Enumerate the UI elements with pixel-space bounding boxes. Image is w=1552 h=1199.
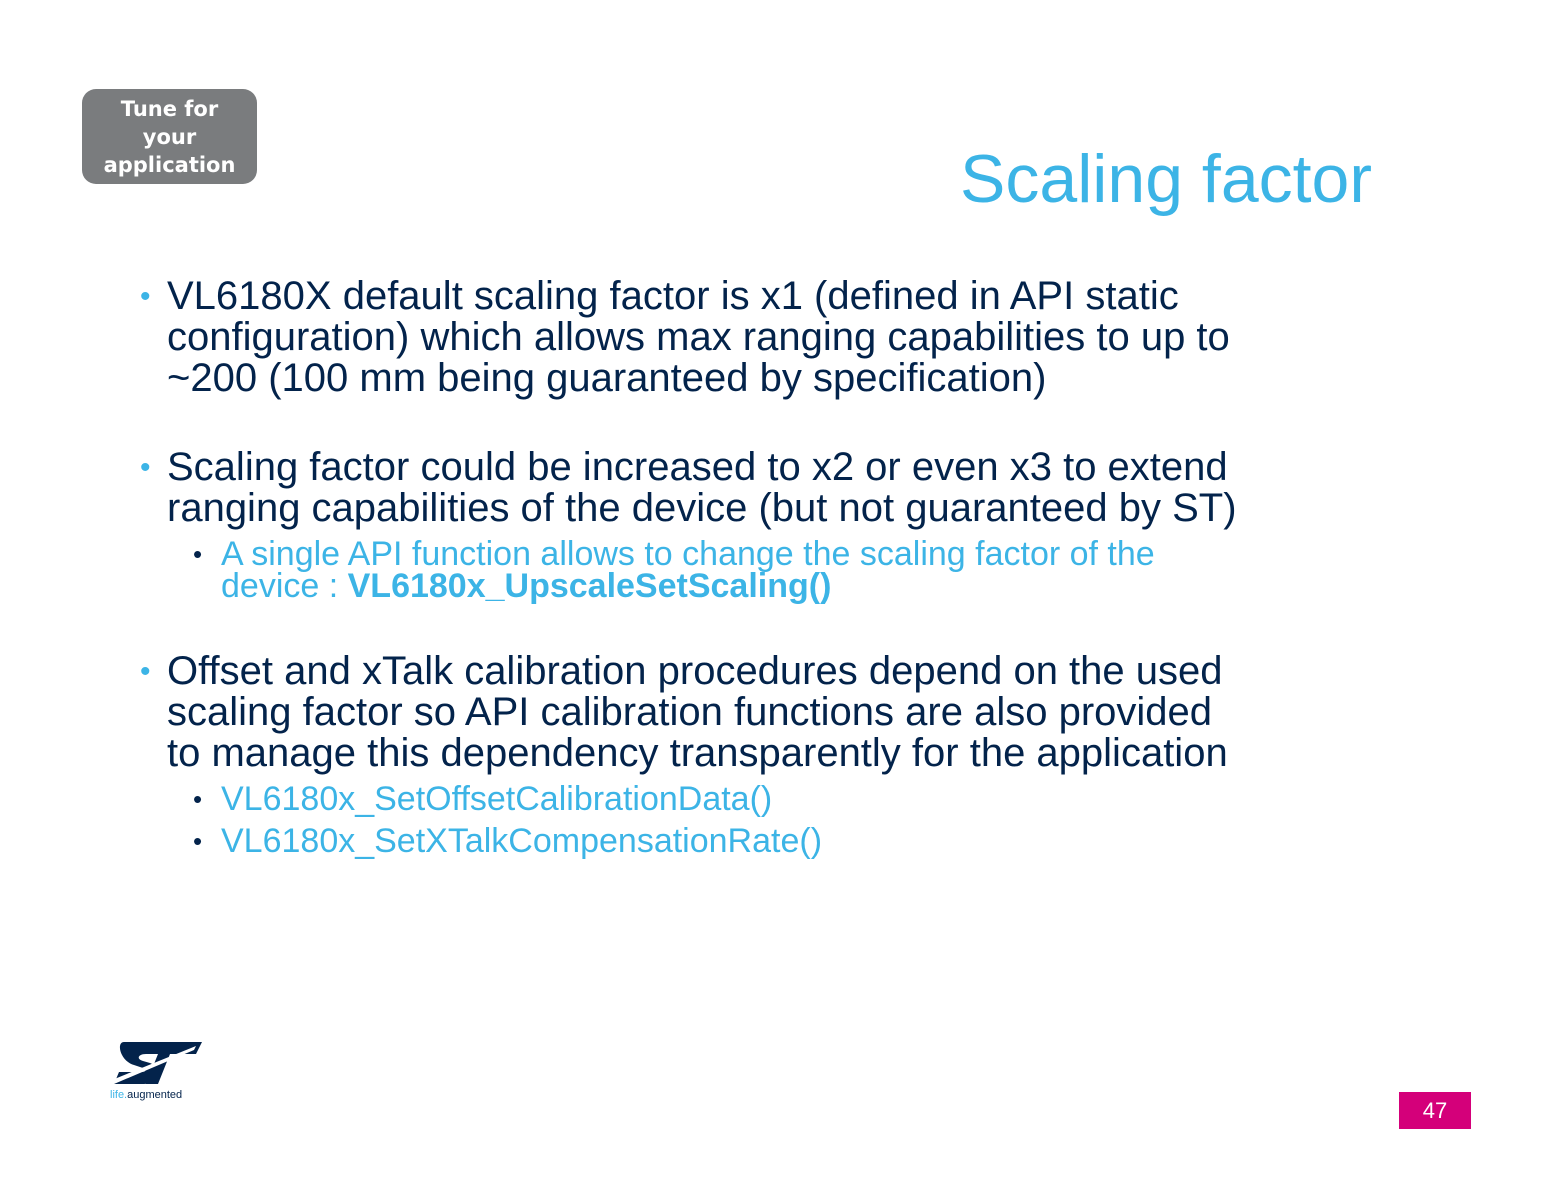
bullet-line: ~200 (100 mm being guaranteed by specification) <box>167 356 1047 400</box>
bullet-line: Offset and xTalk calibration procedures depend on the used <box>167 649 1223 693</box>
bullet-dot-icon: • <box>140 655 151 688</box>
bullet-text <box>167 651 1228 774</box>
sub-bullet-text <box>221 535 1155 605</box>
sub-bullet-dot-icon: • <box>193 784 203 814</box>
logo-tagline-b: augmented <box>127 1089 183 1101</box>
bullet-dot-icon: • <box>140 280 151 313</box>
sub-bullet-dot-icon: • <box>193 539 203 569</box>
bullet-dot-icon: • <box>140 451 151 484</box>
bullet-text <box>167 276 1230 399</box>
sub-bullet-line: A single API function allows to change the scaling factor of the <box>221 535 1155 573</box>
page-number: 47 <box>1399 1092 1471 1129</box>
bullet-line: to manage this dependency transparently for the application <box>167 731 1228 775</box>
function-name: VL6180x_SetOffsetCalibrationData() <box>221 780 773 818</box>
function-name: VL6180x_SetXTalkCompensationRate() <box>221 822 823 860</box>
section-tag-line: your <box>142 124 197 149</box>
bullet-line: scaling factor so API calibration functions are also provided <box>167 690 1213 734</box>
logo-tagline <box>110 1089 182 1101</box>
bullet-text <box>167 447 1237 529</box>
slide-title: Scaling factor <box>960 141 1372 217</box>
sub-bullet-text <box>221 822 823 860</box>
sub-bullet-text <box>221 780 773 818</box>
section-tag-line: Tune for <box>120 96 219 121</box>
sub-bullet-dot-icon: • <box>193 826 203 856</box>
logo-tagline-a: life. <box>110 1089 128 1101</box>
bullet-line: configuration) which allows max ranging capabilities to up to <box>167 315 1230 359</box>
bullet-line: ranging capabilities of the device (but not guaranteed by ST) <box>167 486 1237 530</box>
bullet-line: VL6180X default scaling factor is x1 (defined in API static <box>167 274 1179 318</box>
bullet-line: Scaling factor could be increased to x2 or even x3 to extend <box>167 445 1228 489</box>
section-tag-line: application <box>103 152 236 177</box>
section-tag <box>82 89 257 184</box>
sub-bullet-line <box>221 567 1155 605</box>
sub-bullet-prefix: device : <box>221 567 348 605</box>
function-name: VL6180x_UpscaleSetScaling() <box>347 567 832 605</box>
